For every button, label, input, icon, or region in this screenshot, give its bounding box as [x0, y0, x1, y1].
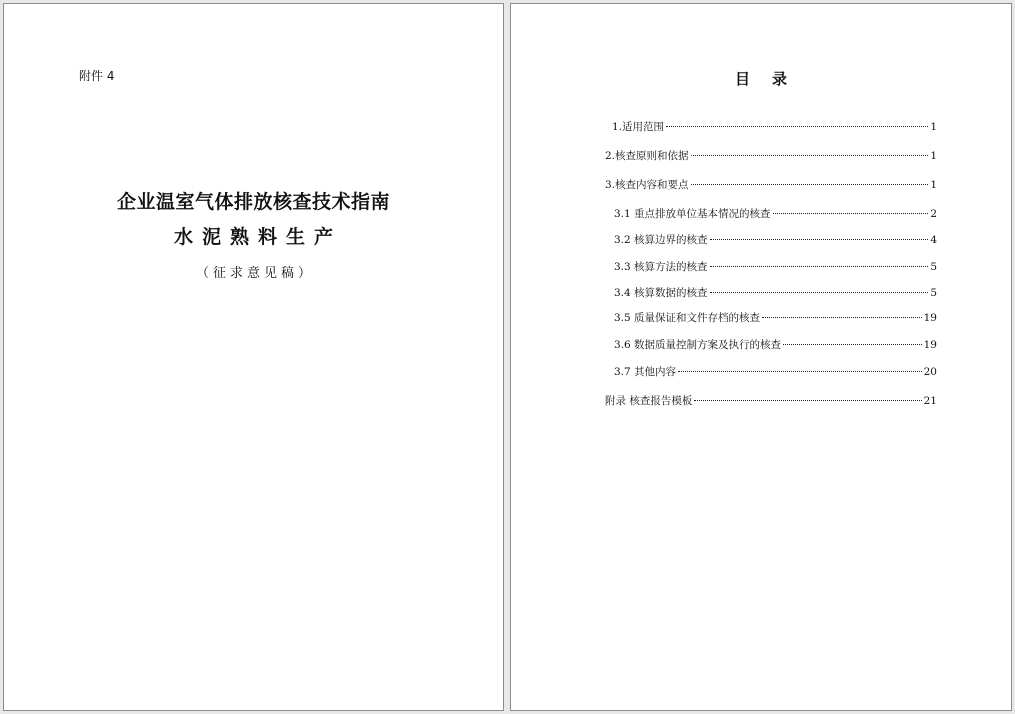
toc-entry[interactable] — [605, 178, 937, 192]
toc-entry-page: 4 — [930, 234, 937, 246]
toc-entry-page: 20 — [923, 366, 937, 378]
toc-entry-label: 3.核查内容和要点 — [605, 179, 689, 191]
toc-entry[interactable] — [614, 311, 937, 325]
toc-leader — [694, 399, 921, 401]
toc-entry[interactable] — [612, 120, 937, 134]
toc-entry[interactable] — [605, 394, 937, 408]
toc-entry-page: 19 — [923, 339, 937, 351]
toc-leader — [762, 316, 922, 318]
toc-entry[interactable] — [614, 286, 937, 300]
toc-entry-label: 3.4 核算数据的核查 — [614, 287, 708, 299]
toc-leader — [710, 265, 929, 267]
toc-leader — [773, 212, 929, 214]
toc-entry-page: 5 — [930, 287, 937, 299]
document-page-toc — [510, 3, 1012, 711]
toc-leader — [783, 343, 922, 345]
toc-entry-label: 3.7 其他内容 — [614, 366, 677, 378]
toc-entry[interactable] — [614, 207, 937, 221]
toc-entry[interactable] — [614, 260, 937, 274]
toc-entry-label: 2.核查原则和依据 — [605, 150, 689, 162]
toc-entry-label: 3.5 质量保证和文件存档的核查 — [614, 312, 761, 324]
toc-entry-page: 2 — [930, 208, 937, 220]
toc-entry-label: 1.适用范围 — [612, 121, 665, 133]
toc-leader — [678, 370, 922, 372]
toc-leader — [691, 154, 929, 156]
toc-entry[interactable] — [614, 338, 937, 352]
toc-entry-label: 3.3 核算方法的核查 — [614, 261, 708, 273]
toc-entry-label: 附录 核查报告模板 — [605, 395, 693, 407]
toc-entry-page: 19 — [923, 312, 937, 324]
toc-entry-page: 1 — [930, 150, 937, 162]
toc-entry-label: 3.2 核算边界的核查 — [614, 234, 708, 246]
toc-heading: 目录 — [734, 70, 809, 88]
toc-leader — [710, 238, 929, 240]
toc-entry[interactable] — [605, 149, 937, 163]
toc-entry-label: 3.1 重点排放单位基本情况的核查 — [614, 208, 771, 220]
attachment-label: 附件 4 — [79, 69, 115, 83]
toc-leader — [691, 183, 929, 185]
toc-entry-page: 21 — [923, 395, 937, 407]
document-page-cover — [3, 3, 504, 711]
document-subtitle: 水泥熟料生产 — [173, 226, 342, 248]
toc-entry-page: 1 — [930, 179, 937, 191]
toc-entry-label: 3.6 数据质量控制方案及执行的核查 — [614, 339, 782, 351]
draft-note: （征求意见稿） — [195, 266, 315, 281]
document-title: 企业温室气体排放核查技术指南 — [116, 191, 390, 213]
toc-entry[interactable] — [614, 233, 937, 247]
toc-leader — [710, 291, 929, 293]
toc-entry-page: 5 — [930, 261, 937, 273]
toc-leader — [666, 125, 928, 127]
toc-entry-page: 1 — [930, 121, 937, 133]
toc-entry[interactable] — [614, 365, 937, 379]
